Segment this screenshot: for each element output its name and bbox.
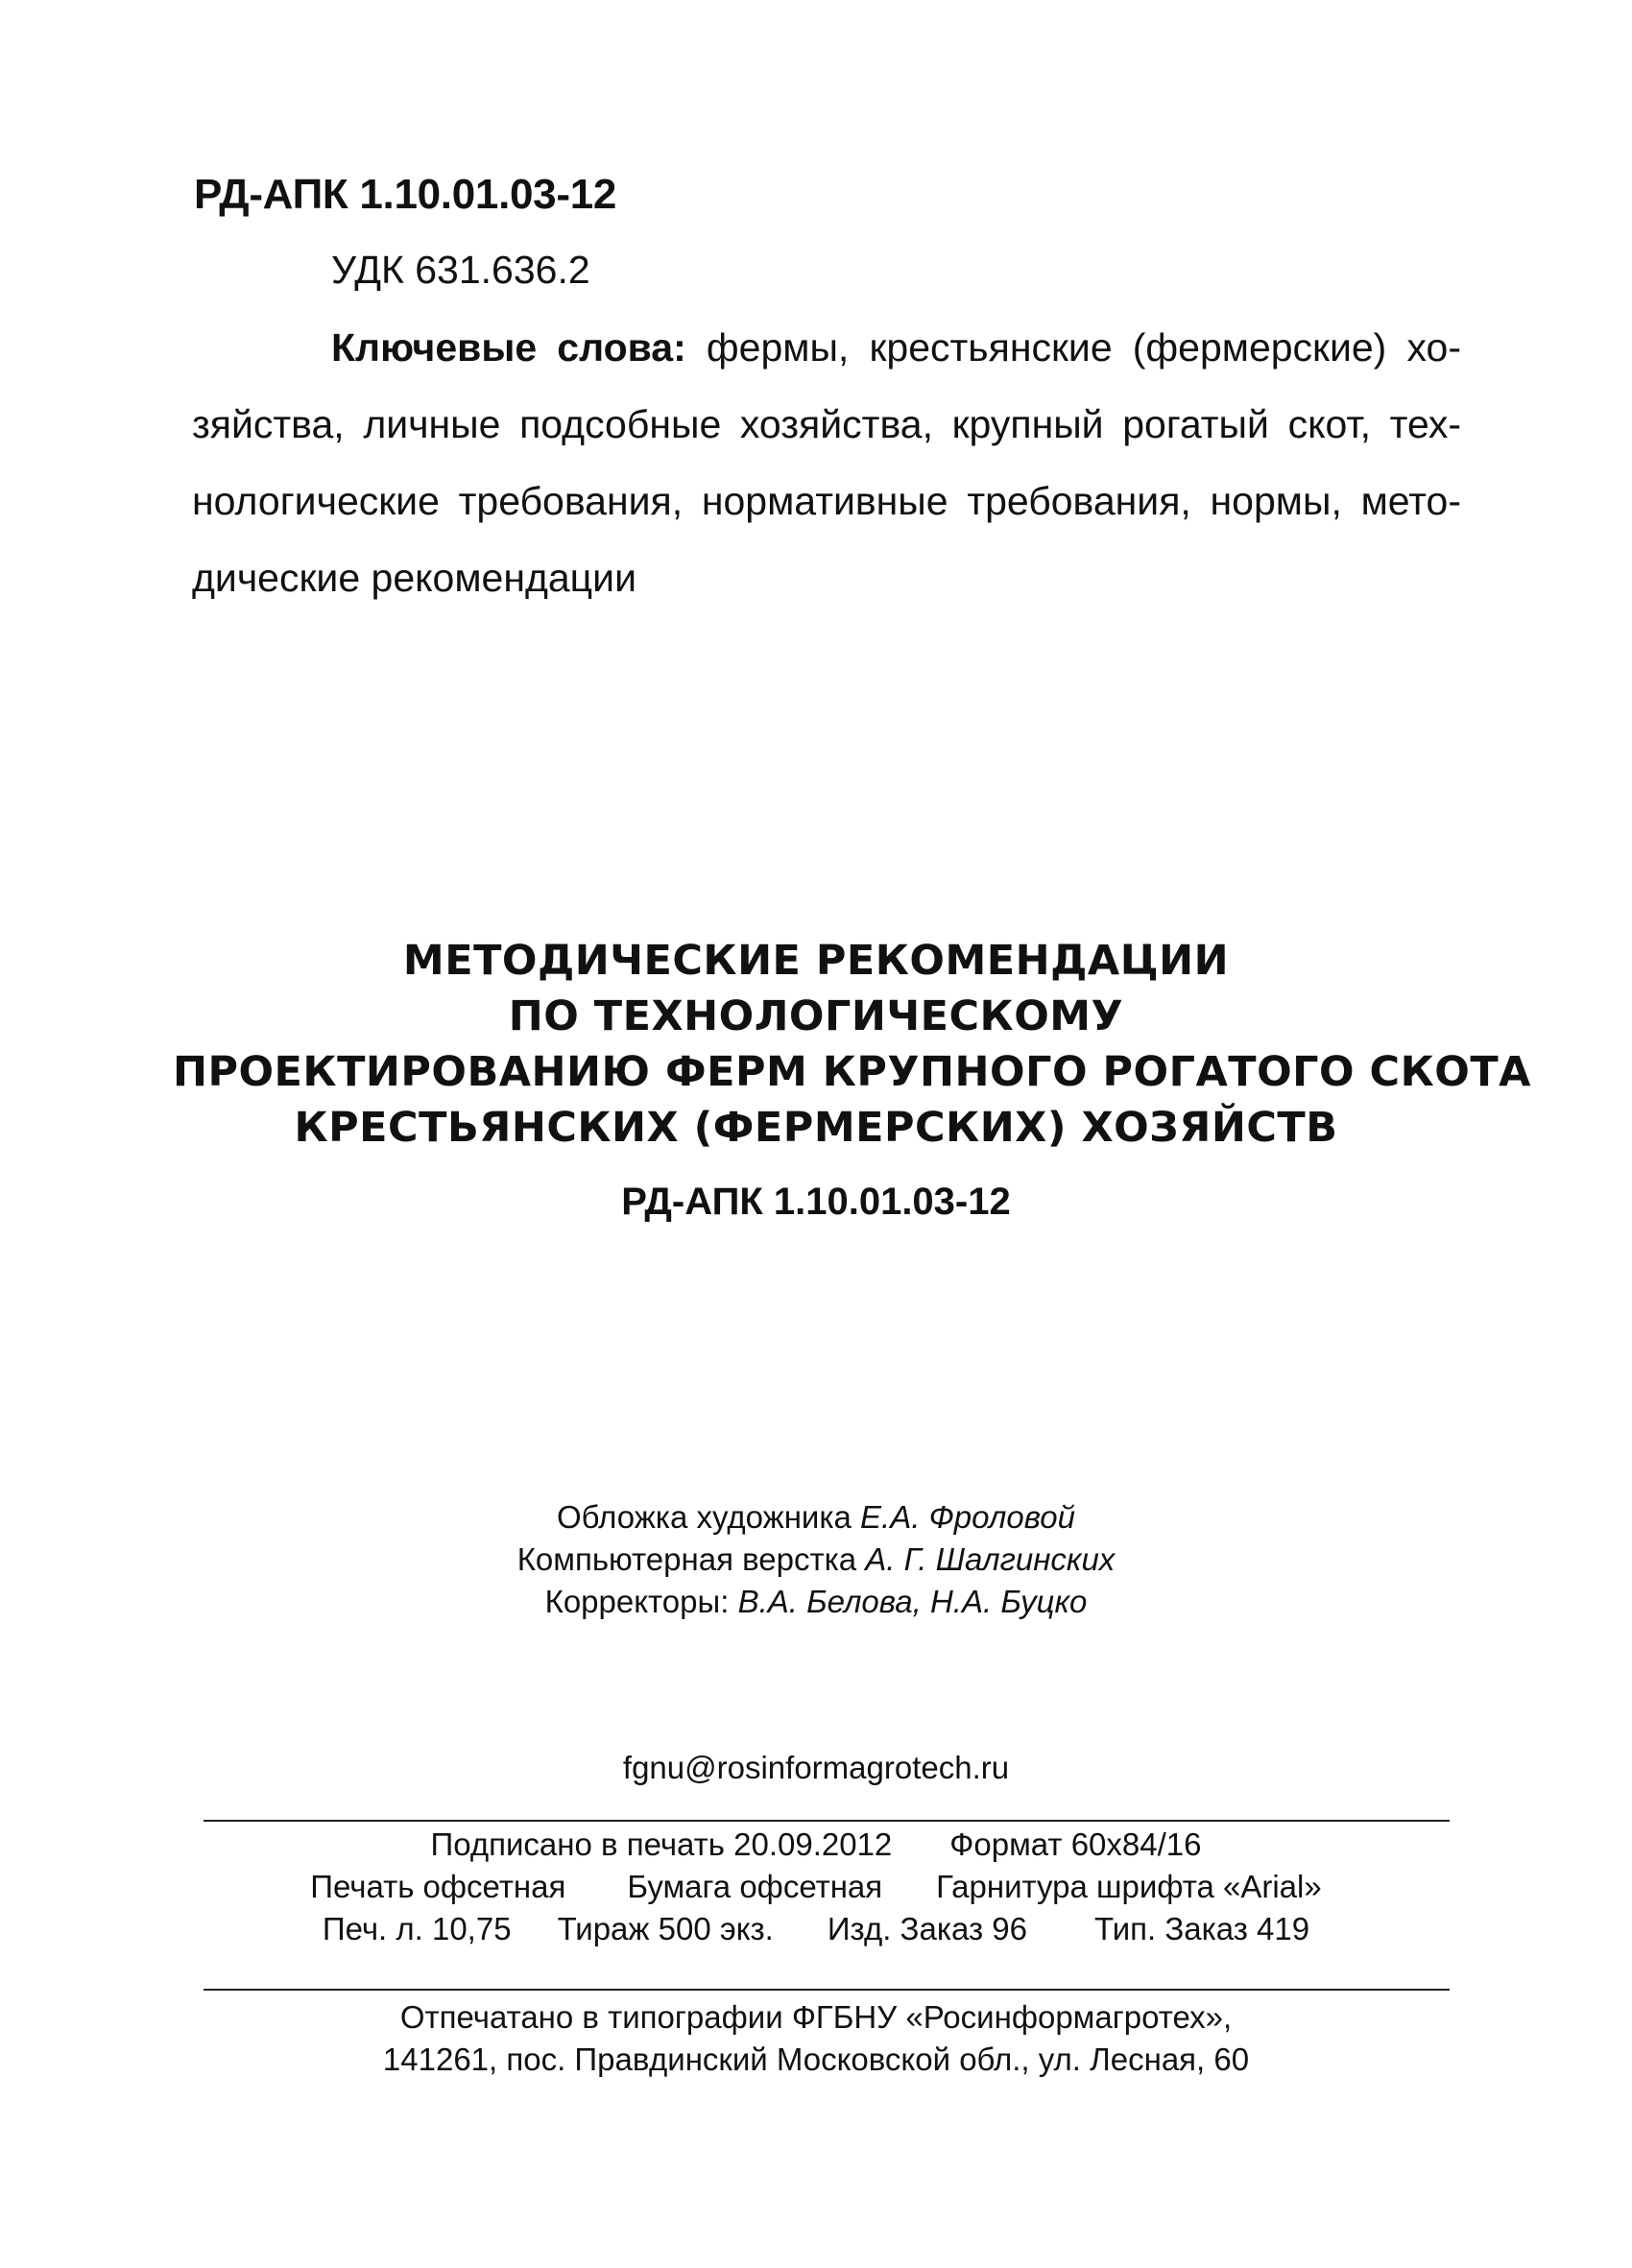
imprint-block	[0, 1824, 1632, 1950]
credit-name: Е.А. Фроловой	[860, 1499, 1075, 1535]
imprint-row	[0, 1908, 1632, 1950]
divider	[204, 1820, 1450, 1822]
contact-email: fgnu@rosinformagrotech.ru	[622, 1750, 1010, 1785]
credit-role: Корректоры:	[544, 1584, 730, 1619]
imprint-paper: Бумага офсетная	[627, 1869, 883, 1904]
keywords-line-1	[192, 309, 1461, 386]
imprint-row	[0, 1824, 1632, 1866]
keywords-label: Ключевые слова:	[331, 325, 686, 370]
divider	[204, 1989, 1450, 1991]
imprint-print-run: Тираж 500 экз.	[557, 1911, 774, 1946]
imprint-format: Формат 60х84/16	[949, 1826, 1202, 1862]
imprint-printer-order: Тип. Заказ 419	[1093, 1911, 1310, 1946]
imprint-print-type: Печать офсетная	[310, 1869, 566, 1904]
credit-layout	[0, 1539, 1632, 1581]
credit-role: Компьютерная верстка	[516, 1541, 857, 1577]
title-line: ПО ТЕХНОЛОГИЧЕСКОМУ	[508, 992, 1124, 1040]
title-document-code: РД-АПК 1.10.01.03-12	[621, 1181, 1011, 1223]
title-line: ПРОЕКТИРОВАНИЮ ФЕРМ КРУПНОГО РОГАТОГО СКОТА	[173, 1048, 1531, 1096]
keywords-line-4: дические рекомендации	[192, 556, 636, 600]
keywords-block	[192, 309, 1461, 616]
udk-code: УДК 631.636.2	[331, 248, 590, 292]
imprint-sheets: Печ. л. 10,75	[322, 1911, 512, 1946]
imprint-signed-date: Подписано в печать 20.09.2012	[430, 1826, 893, 1862]
printer-line: Отпечатано в типографии ФГБНУ «Росинформагротех»,	[399, 1999, 1233, 2035]
credit-name: В.А. Белова, Н.А. Буцко	[737, 1584, 1088, 1619]
credit-cover-artist	[0, 1496, 1632, 1539]
imprint-row	[0, 1866, 1632, 1908]
imprint-typeface: Гарнитура шрифта «Arial»	[936, 1869, 1322, 1904]
printer-line: 141261, пос. Правдинский Московской обл., ул. Лесная, 60	[382, 2041, 1250, 2077]
keywords-line-3: нологические требования, нормативные требования, нормы, мето-	[192, 479, 1461, 523]
title-line: КРЕСТЬЯНСКИХ (ФЕРМЕРСКИХ) ХОЗЯЙСТВ	[294, 1104, 1338, 1152]
document-title	[173, 933, 1531, 1156]
imprint-publisher-order: Изд. Заказ 96	[827, 1911, 1027, 1946]
credit-role: Обложка художника	[557, 1499, 852, 1535]
credit-proofreaders	[0, 1581, 1632, 1623]
credit-name: А. Г. Шалгинских	[865, 1541, 1116, 1577]
printer-block	[0, 1996, 1632, 2081]
document-code: РД-АПК 1.10.01.03-12	[194, 171, 617, 218]
keywords-text: фермы, крестьянские (фермерские) хо-	[706, 325, 1461, 370]
keywords-line-2: зяйства, личные подсобные хозяйства, крупный рогатый скот, тех-	[192, 402, 1461, 446]
credits-block	[0, 1496, 1632, 1623]
title-line: МЕТОДИЧЕСКИЕ РЕКОМЕНДАЦИИ	[402, 937, 1230, 985]
